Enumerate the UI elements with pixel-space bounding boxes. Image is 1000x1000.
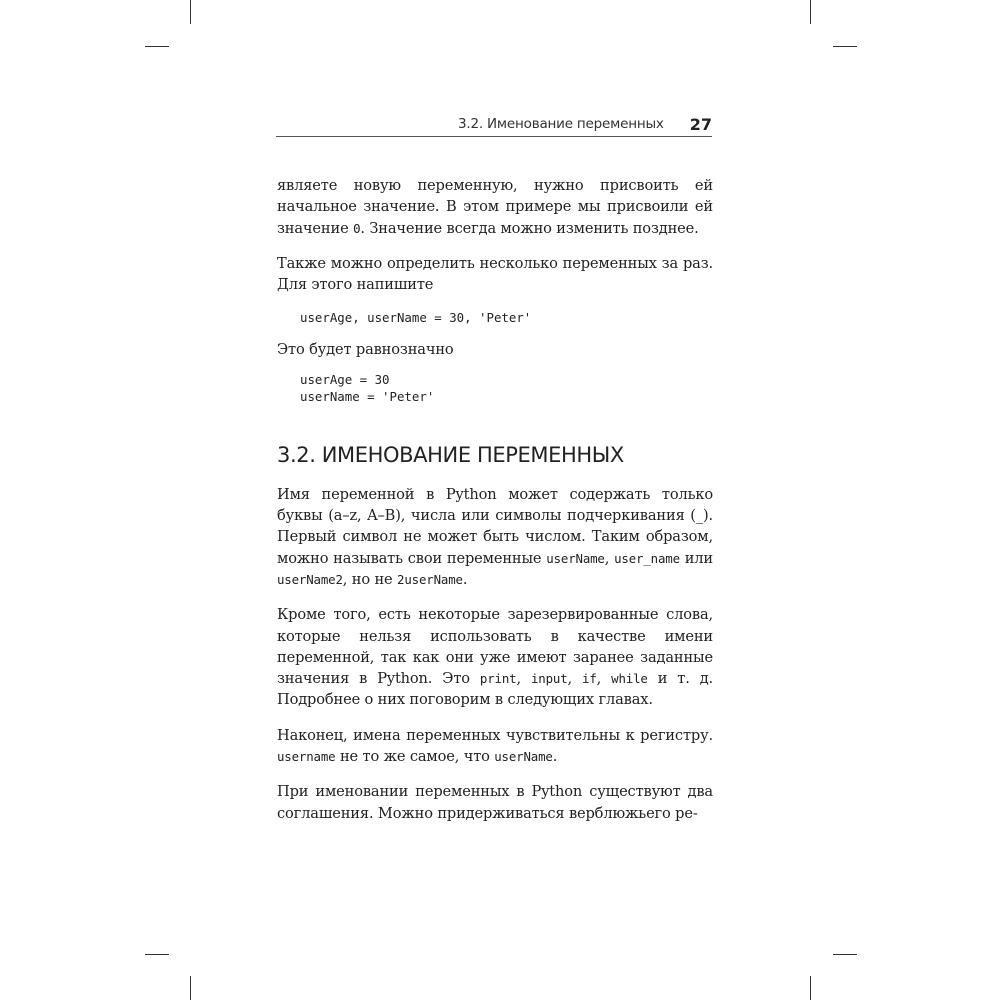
inline-code: user_name xyxy=(614,550,680,566)
paragraph-naming-rules xyxy=(277,484,713,590)
paragraph-case-sensitive xyxy=(277,725,713,768)
crop-mark xyxy=(833,954,857,955)
section-heading: 3.2. ИМЕНОВАНИЕ ПЕРЕМЕННЫХ xyxy=(277,442,624,467)
text-run: При именовании переменных в Python существуют два соглашения. Можно придерживаться верблюжьего ре- xyxy=(277,783,713,822)
text-run: . xyxy=(552,748,558,766)
text-run: не то же самое, что xyxy=(335,748,495,766)
paragraph-multiple-assign xyxy=(277,253,713,296)
text-run: . Значение всегда можно изменить позднее. xyxy=(360,219,699,237)
inline-code: 2userName xyxy=(397,571,463,587)
text-run: Это будет равнозначно xyxy=(277,341,454,359)
paragraph-reserved-words xyxy=(277,604,713,710)
inline-code: print xyxy=(479,671,517,687)
crop-mark xyxy=(810,976,811,1000)
crop-mark xyxy=(145,954,169,955)
inline-code: while xyxy=(611,671,648,687)
page-number: 27 xyxy=(689,114,712,134)
page-body xyxy=(277,175,713,824)
text-run: Имя переменной в Python может содержать только буквы (a–z, A–B), числа или символы подчеркивания (_). Первый символ не может быть числом. Таким образом, можно называть свои переменные xyxy=(277,485,713,567)
text-run: , xyxy=(567,670,583,688)
inline-code: userName2 xyxy=(277,571,343,587)
text-run: , но не xyxy=(342,570,398,588)
text-run: Кроме того, есть некоторые зарезервированные слова, которые нельзя использовать в качестве имени переменной, так как они уже имеют заранее заданные значения в Python. Это xyxy=(277,606,713,688)
header-rule xyxy=(276,136,712,137)
inline-code: if xyxy=(582,671,597,687)
crop-mark xyxy=(190,0,191,24)
inline-code: input xyxy=(530,671,568,687)
crop-mark xyxy=(833,46,857,47)
inline-code: username xyxy=(277,749,336,765)
paragraph-intro xyxy=(277,175,713,239)
paragraph-equivalent xyxy=(277,339,713,360)
text-run: , xyxy=(604,549,615,567)
inline-code: userName xyxy=(546,550,605,566)
code-block-multi-assign: userAge, userName = 30, 'Peter' xyxy=(300,310,532,326)
text-run: или xyxy=(679,549,714,567)
paragraph-conventions xyxy=(277,781,713,824)
crop-mark xyxy=(190,976,191,1000)
text-run: являете новую переменную, нужно присвоить ей начальное значение. В этом примере мы присвоили ей значение xyxy=(277,177,713,237)
inline-code: userName xyxy=(494,749,553,765)
text-run: , xyxy=(596,670,612,688)
text-run: Также можно определить несколько переменных за раз. Для этого напишите xyxy=(277,254,713,294)
text-run: и т. д. Подробнее о них поговорим в следующих главах. xyxy=(277,670,714,709)
inline-code: 0 xyxy=(353,220,361,236)
header-title: 3.2. Именование переменных xyxy=(457,116,664,132)
crop-mark xyxy=(145,46,169,47)
running-header xyxy=(276,112,712,136)
text-run: . xyxy=(462,570,468,588)
text-run: Наконец, имена переменных чувствительны к регистру. xyxy=(277,726,713,744)
crop-mark xyxy=(810,0,811,24)
text-run: , xyxy=(516,670,531,688)
code-block-single-assign: userAge = 30 userName = 'Peter' xyxy=(300,371,435,404)
